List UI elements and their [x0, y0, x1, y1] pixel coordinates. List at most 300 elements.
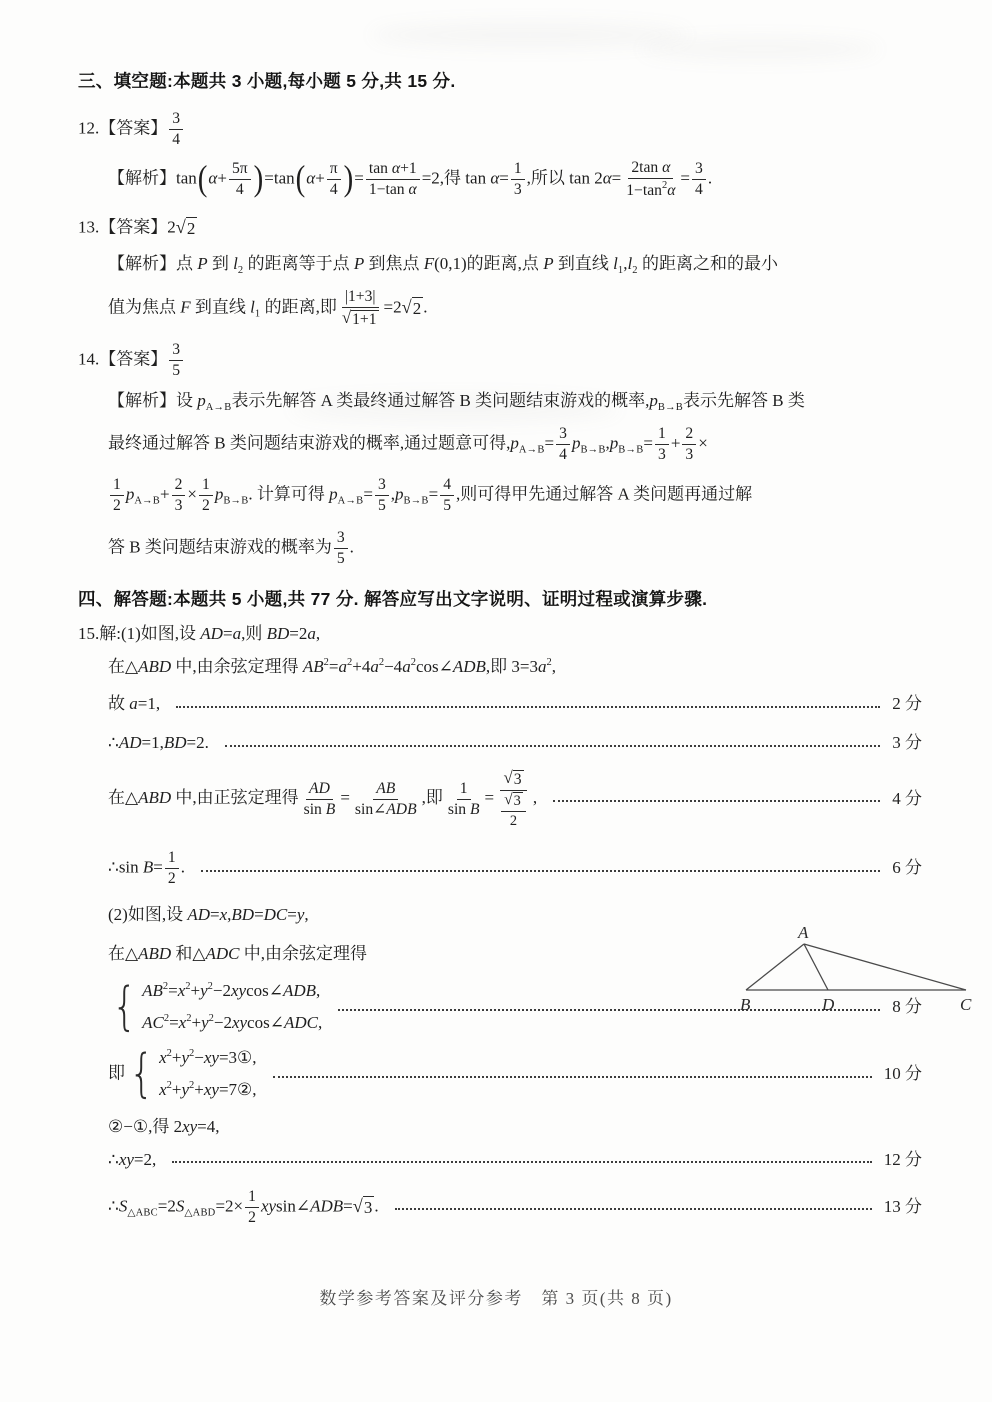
- scan-smudge: [370, 22, 690, 48]
- line-content: [108, 656, 556, 679]
- math-text: 在△: [108, 944, 139, 964]
- fraction-numerator: [556, 425, 570, 445]
- math-text: ,: [315, 624, 321, 644]
- math-text: ,: [605, 433, 610, 453]
- math-text: +: [194, 1080, 204, 1100]
- math-text: .: [374, 1196, 379, 1216]
- radical-glyph: √: [503, 768, 513, 788]
- math-text: .: [423, 297, 428, 317]
- equation-rows: [159, 1047, 256, 1102]
- math-text: sin: [447, 800, 470, 818]
- fraction-numerator: [245, 1188, 259, 1208]
- dotted-leader: [553, 800, 880, 802]
- math-text: −4: [384, 657, 403, 677]
- q14-analysis-2: [108, 425, 922, 464]
- math-text: 3: [559, 424, 567, 442]
- triangle-svg: [738, 926, 978, 1018]
- math-text: cos∠: [247, 1013, 284, 1033]
- math-text: 2: [412, 298, 422, 318]
- q15-line-5: [108, 769, 922, 829]
- math-text: =: [611, 167, 622, 187]
- fraction-denominator: [301, 800, 339, 819]
- math-text: =: [643, 433, 653, 453]
- math-text: 到: [207, 253, 234, 273]
- math-text: 三、填空题:本题共 3 小题,每小题 5 分,共 15 分.: [78, 71, 456, 91]
- fraction: [110, 476, 124, 515]
- math-variable: B: [470, 800, 480, 818]
- math-variable: ADC: [283, 1013, 318, 1033]
- math-text: =2: [157, 1196, 176, 1216]
- q14-answer: [78, 341, 922, 380]
- paren-glyph: (: [295, 158, 306, 199]
- math-text: 4: [172, 130, 181, 148]
- fraction-denominator: [169, 130, 183, 149]
- math-text: ,即 3=3: [485, 657, 538, 677]
- q14-analysis-4: [108, 529, 922, 568]
- equation-row: [142, 980, 320, 1003]
- vertex-label-D: D: [822, 995, 835, 1014]
- math-variable: x: [177, 981, 186, 1001]
- math-text: 的距离之和的最小: [637, 253, 778, 273]
- math-text: 5: [336, 549, 345, 567]
- answer-content: [78, 64, 922, 1227]
- equation-system: [108, 977, 323, 1038]
- math-variable: F: [180, 297, 191, 317]
- math-text: −2: [213, 1013, 232, 1033]
- fraction-numerator: [110, 476, 124, 496]
- line-content: [108, 1044, 257, 1105]
- fraction-numerator: [682, 425, 696, 445]
- math-text: 3: [377, 475, 386, 493]
- math-variable: α: [408, 180, 417, 198]
- math-variable: a: [338, 657, 347, 677]
- vertex-label-B: B: [740, 995, 751, 1014]
- math-text: 3: [336, 528, 345, 546]
- math-text: ∴: [108, 1196, 119, 1216]
- q12-analysis: [108, 159, 922, 200]
- math-text: 的距离等于点: [243, 253, 354, 273]
- math-text: =: [287, 905, 297, 925]
- math-variable: AD: [200, 624, 223, 644]
- math-variable: ABD: [138, 657, 172, 677]
- superscript: 2: [378, 657, 385, 669]
- math-variable: α: [490, 167, 500, 187]
- math-variable: x: [219, 905, 228, 925]
- math-text: 1: [113, 475, 121, 493]
- fraction: [165, 849, 179, 888]
- math-variable: p: [609, 433, 619, 453]
- line-content: [108, 425, 708, 464]
- fraction-denominator: [352, 800, 420, 819]
- math-variable: x: [159, 1080, 167, 1100]
- dotted-leader: [172, 1161, 871, 1163]
- math-variable: a: [307, 624, 316, 644]
- line-content: [78, 623, 320, 646]
- fraction: [511, 160, 525, 199]
- math-variable: p: [197, 390, 206, 410]
- math-text: 4: [695, 180, 703, 198]
- math-text: 4: [559, 445, 567, 463]
- math-variable: p: [395, 484, 404, 504]
- superscript: 2: [410, 657, 416, 669]
- radical-glyph: √: [341, 307, 352, 327]
- math-text: sin: [303, 800, 326, 818]
- line-content: [108, 529, 354, 568]
- subscript: A→B: [518, 444, 545, 456]
- math-text: 2: [248, 1208, 256, 1226]
- math-text: ,: [227, 905, 232, 925]
- math-text: =: [169, 1013, 179, 1033]
- math-variable: p: [329, 484, 338, 504]
- line-content: [78, 110, 185, 149]
- math-text: 2: [113, 496, 121, 514]
- triangle-cevian-AD: [804, 944, 828, 990]
- math-variable: p: [649, 390, 658, 410]
- subscript: A→B: [205, 401, 232, 413]
- math-text: 即: [108, 1063, 125, 1083]
- subscript: B→B: [403, 495, 429, 507]
- fraction-numerator: [342, 288, 379, 308]
- math-variable: P: [197, 253, 208, 273]
- fraction: [327, 160, 341, 199]
- math-variable: a: [402, 657, 411, 677]
- fraction-denominator: [199, 496, 213, 515]
- radicand: [363, 1196, 375, 1220]
- fraction: [501, 792, 526, 829]
- math-text: 12.【答案】: [78, 118, 168, 138]
- math-variable: l: [627, 253, 633, 273]
- math-text: +: [190, 981, 201, 1001]
- line-content: [108, 693, 160, 716]
- fraction: [556, 425, 570, 464]
- fraction-denominator: [692, 180, 706, 199]
- q13-analysis-2: [108, 288, 922, 329]
- superscript: 2: [347, 657, 353, 669]
- fraction: [440, 476, 454, 515]
- math-text: =2: [383, 297, 402, 317]
- math-text: (2)如图,设: [108, 905, 188, 925]
- fraction-denominator: [233, 180, 247, 199]
- subscript: B→B: [657, 401, 683, 413]
- math-variable: AB: [376, 779, 396, 797]
- math-text: 值为焦点: [108, 297, 181, 317]
- q15-line-1: [78, 623, 922, 646]
- q15-line-11: [108, 1116, 922, 1139]
- q15-line-3: [108, 693, 922, 716]
- math-variable: a: [537, 657, 547, 677]
- fraction: [301, 780, 339, 819]
- math-text: 中,由正弦定理得: [171, 788, 299, 808]
- score-label: 2 分: [892, 694, 922, 714]
- math-text: 1: [513, 159, 522, 177]
- line-content: [108, 1149, 156, 1172]
- line-content: [108, 253, 778, 278]
- math-text: 1: [459, 779, 468, 797]
- math-variable: xy: [231, 1013, 248, 1033]
- math-variable: xy: [231, 981, 247, 1001]
- math-text: =2,得 tan: [421, 167, 491, 187]
- math-text: ,则可得甲先通过解答 A 类问题再通过解: [456, 484, 753, 504]
- q14-analysis-1: [108, 390, 922, 415]
- math-variable: S: [175, 1196, 185, 1216]
- triangle-side-AC: [804, 944, 966, 990]
- math-text: 表示先解答 A 类最终通过解答 B 类问题结束游戏的概率,: [231, 390, 650, 410]
- score-label: 8 分: [892, 997, 922, 1017]
- math-text: =: [354, 167, 364, 187]
- math-text: 最终通过解答 B 类问题结束游戏的概率,通过题意可得,: [108, 433, 511, 453]
- math-variable: y: [181, 1048, 190, 1068]
- equation-row: [142, 1012, 322, 1035]
- scan-smudge: [640, 38, 880, 60]
- math-text: ,: [317, 1013, 323, 1033]
- fraction-denominator: [445, 800, 483, 819]
- math-text: =: [328, 657, 339, 677]
- math-text: =: [210, 905, 220, 925]
- math-text: =: [168, 981, 178, 1001]
- fraction-numerator: [199, 476, 213, 496]
- math-variable: x: [178, 1013, 187, 1033]
- equation-row: [159, 1047, 256, 1070]
- equation-system: [125, 1044, 257, 1105]
- math-variable: ABD: [138, 944, 172, 964]
- math-text: =4,: [197, 1117, 220, 1137]
- math-text: ,: [304, 905, 309, 925]
- math-variable: ADC: [205, 944, 240, 964]
- math-text: 【解析】tan: [108, 167, 197, 187]
- fraction: [169, 341, 183, 380]
- subscript: 2: [632, 264, 638, 276]
- square-root: [504, 792, 523, 810]
- math-text: +4: [352, 657, 371, 677]
- fraction-numerator: [334, 529, 348, 549]
- math-variable: B: [142, 857, 154, 877]
- line-content: [108, 769, 537, 829]
- vertex-label-A: A: [798, 926, 809, 942]
- superscript: 2: [207, 981, 213, 993]
- radicand: [412, 297, 424, 321]
- math-variable: AB: [142, 981, 163, 1001]
- math-text: =: [363, 484, 373, 504]
- q15-line-6: [108, 849, 922, 888]
- math-variable: l: [613, 253, 618, 273]
- fraction-denominator: [496, 791, 531, 829]
- q15-line-2: [108, 656, 922, 679]
- math-text: 13.【答案】2: [78, 216, 176, 236]
- math-variable: a: [232, 624, 242, 644]
- math-text: 1−tan: [626, 181, 662, 199]
- math-text: 15.解:(1)如图,设: [78, 624, 201, 644]
- fraction-numerator: [169, 341, 183, 361]
- math-text: 到直线: [190, 297, 251, 317]
- math-text: 3: [172, 340, 181, 358]
- math-text: 1−tan: [368, 180, 409, 198]
- score-label: 6 分: [892, 858, 922, 878]
- math-text: ×: [187, 484, 197, 504]
- math-text: −: [194, 1048, 204, 1068]
- math-text: =: [499, 167, 509, 187]
- square-root: [176, 216, 198, 241]
- math-variable: ADB: [283, 981, 317, 1001]
- math-text: .: [349, 537, 354, 557]
- math-text: sin∠: [276, 1196, 311, 1216]
- square-root: [503, 769, 523, 789]
- math-text: 在△: [108, 657, 139, 677]
- superscript: 2: [189, 1080, 195, 1092]
- math-text: |1+3|: [344, 287, 376, 305]
- superscript: 2: [323, 657, 329, 669]
- line-content: [108, 476, 752, 515]
- line-content: [108, 904, 309, 927]
- fraction: [352, 780, 420, 819]
- superscript: 2: [166, 1048, 172, 1060]
- equation-row: [159, 1079, 256, 1102]
- subscript: 2: [237, 264, 244, 276]
- fraction-denominator: [172, 496, 186, 515]
- math-text: tan: [368, 159, 392, 177]
- fraction-numerator: [375, 476, 389, 496]
- radicand: [186, 217, 198, 241]
- math-text: 3: [513, 180, 522, 198]
- math-variable: p: [214, 484, 224, 504]
- subscript: B→B: [618, 444, 644, 456]
- math-text: =: [222, 624, 233, 644]
- math-text: 1: [202, 475, 210, 493]
- math-text: ,所以 tan 2: [526, 167, 603, 187]
- math-text: 3: [513, 771, 522, 789]
- fraction: [366, 160, 420, 199]
- fraction-numerator: [511, 160, 525, 180]
- math-text: ,即: [421, 788, 443, 808]
- math-text: =2×: [215, 1196, 244, 1216]
- fraction-denominator: [339, 308, 382, 329]
- math-text: 四、解答题:本题共 5 小题,共 77 分. 解答应写出文字说明、证明过程或演算步骤.: [78, 588, 708, 609]
- line-content: [108, 977, 323, 1038]
- line-content: [108, 288, 427, 329]
- math-variable: AC: [142, 1013, 164, 1033]
- fraction-denominator: [334, 549, 348, 568]
- line-content: [108, 732, 209, 755]
- radicand: [513, 770, 524, 789]
- math-text: (0,1)的距离,点: [434, 253, 544, 273]
- fraction: [496, 769, 531, 829]
- fraction-numerator: [457, 780, 471, 800]
- q15-line-13: [108, 1188, 922, 1227]
- math-text: +: [191, 1013, 202, 1033]
- math-variable: B: [325, 800, 336, 818]
- math-text: =1,: [141, 733, 164, 753]
- math-variable: y: [181, 1080, 190, 1100]
- math-variable: xy: [260, 1196, 277, 1216]
- math-text: 5: [377, 496, 386, 514]
- math-text: 答 B 类问题结束游戏的概率为: [108, 537, 332, 557]
- math-variable: xy: [203, 1080, 219, 1100]
- math-text: . 计算可得: [248, 484, 330, 504]
- math-variable: DC: [263, 905, 288, 925]
- math-text: =1,: [137, 694, 161, 714]
- math-text: 1: [167, 849, 176, 867]
- math-text: ,: [551, 657, 556, 677]
- math-text: 中,由余弦定理得: [239, 944, 367, 964]
- line-content: [78, 341, 185, 380]
- math-text: 故: [108, 694, 130, 714]
- math-text: 的距离,即: [260, 297, 337, 317]
- line-content: [108, 849, 185, 888]
- subscript: A→B: [134, 495, 160, 507]
- math-variable: α: [306, 167, 316, 187]
- math-variable: x: [159, 1048, 167, 1068]
- math-text: 4: [443, 475, 452, 493]
- math-text: =: [680, 167, 690, 187]
- q14-analysis-3: [108, 476, 922, 515]
- math-text: ∴sin: [108, 857, 143, 877]
- subscript: 1: [254, 308, 261, 320]
- math-text: =: [428, 484, 439, 504]
- math-text: +: [315, 167, 325, 187]
- math-text: .: [180, 857, 185, 877]
- math-text: 2: [509, 812, 518, 829]
- q13-answer: [78, 216, 922, 241]
- math-variable: l: [233, 253, 238, 273]
- math-text: 中,由余弦定理得: [171, 657, 303, 677]
- math-variable: α: [208, 167, 218, 187]
- math-text: cos∠: [415, 657, 453, 677]
- superscript: 2: [185, 981, 191, 993]
- math-text: =2: [289, 624, 308, 644]
- math-variable: y: [201, 1013, 209, 1033]
- math-variable: P: [543, 253, 554, 273]
- fraction-numerator: [692, 160, 706, 180]
- math-text: =: [484, 788, 495, 808]
- math-text: +: [160, 484, 170, 504]
- fraction-numerator: [306, 780, 333, 800]
- superscript: 2: [208, 1013, 214, 1025]
- math-text: ,: [623, 253, 628, 273]
- math-text: π: [329, 159, 338, 177]
- math-text: 1: [248, 1187, 256, 1205]
- superscript: 2: [162, 981, 169, 993]
- math-text: +: [217, 167, 227, 187]
- fraction: [172, 476, 186, 515]
- fraction-denominator: [165, 869, 179, 888]
- radical-glyph: √: [504, 791, 513, 809]
- math-variable: xy: [182, 1117, 198, 1137]
- math-text: cos∠: [246, 981, 283, 1001]
- triangle-diagram: [738, 926, 978, 1018]
- dotted-leader: [201, 870, 880, 872]
- fraction-numerator: [500, 769, 526, 791]
- subscript: △ABC: [127, 1207, 158, 1219]
- math-text: 3: [363, 1197, 373, 1217]
- fraction-numerator: [169, 110, 183, 130]
- math-text: 5π: [231, 159, 248, 177]
- math-text: ,则: [241, 624, 267, 644]
- fraction-numerator: [229, 160, 251, 180]
- line-content: [108, 1116, 220, 1139]
- fraction: [655, 425, 669, 464]
- line-content: [78, 588, 707, 612]
- q15-line-10: [108, 1044, 922, 1105]
- math-text: 3: [513, 793, 521, 810]
- fraction-numerator: [366, 160, 420, 180]
- math-text: 3: [658, 445, 666, 463]
- math-variable: ADB: [310, 1196, 344, 1216]
- q15-line-12: [108, 1149, 922, 1172]
- math-text: 5: [172, 361, 181, 379]
- math-variable: BD: [266, 624, 290, 644]
- fraction-denominator: [366, 180, 420, 199]
- fraction: [375, 476, 389, 515]
- paren-glyph: ): [253, 158, 264, 199]
